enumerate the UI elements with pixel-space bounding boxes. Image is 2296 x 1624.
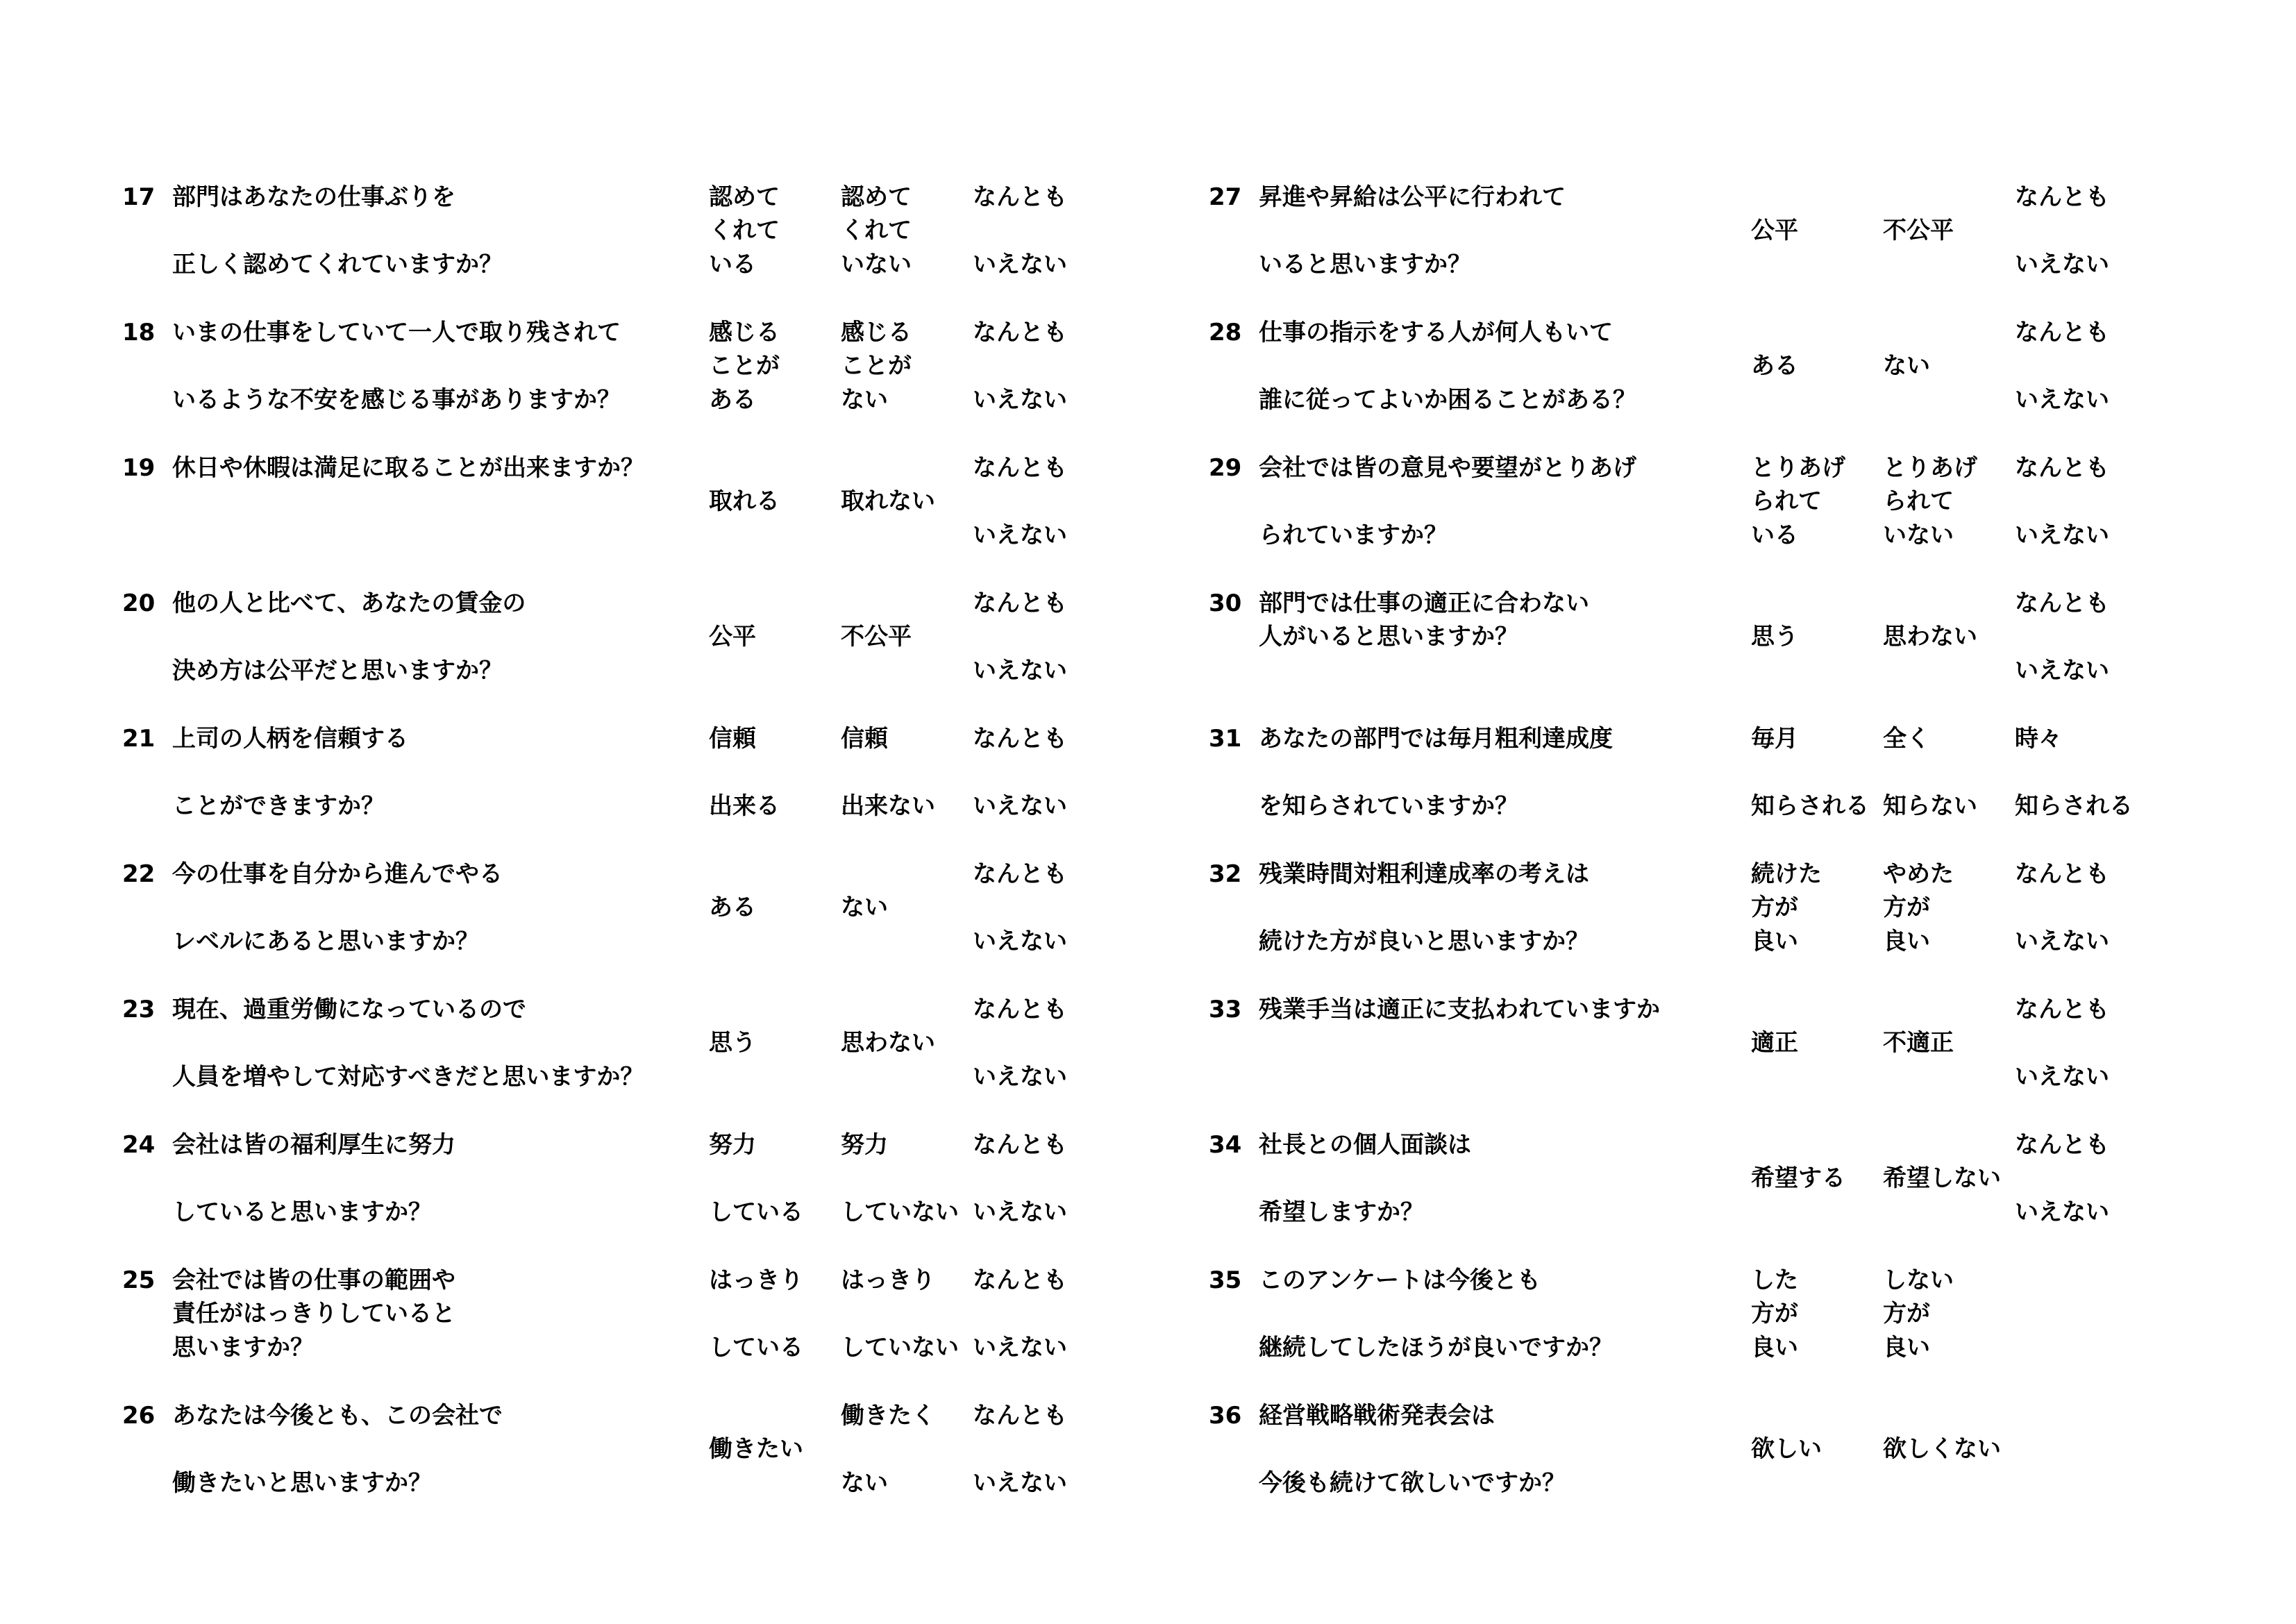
question-text-line: 働きたいと思いますか？ bbox=[172, 1469, 432, 1497]
question-number: 23 bbox=[122, 996, 156, 1023]
question-text-line: レベルにあると思いますか？ bbox=[172, 928, 479, 955]
answer-option-o1-line[interactable]: とりあげ bbox=[1751, 454, 1845, 482]
question-text-line: 誰に従ってよいか困ることがある？ bbox=[1259, 386, 1636, 414]
question-text-line: 他の人と比べて、あなたの賃金の bbox=[172, 589, 526, 617]
question-item bbox=[1209, 586, 2250, 721]
answer-option-o3-line[interactable]: いえない bbox=[2015, 386, 2109, 414]
question-text-line: 希望しますか？ bbox=[1259, 1198, 1424, 1226]
answer-option-o2-line[interactable]: られて bbox=[1883, 487, 1954, 515]
left-question-column bbox=[122, 180, 1164, 1534]
answer-option-o3-line[interactable]: なんとも bbox=[973, 996, 1067, 1023]
answer-option-o2-line[interactable]: くれて bbox=[841, 217, 912, 244]
question-item bbox=[1209, 857, 2250, 992]
answer-option-o3-line[interactable]: なんとも bbox=[2015, 860, 2109, 888]
question-number: 24 bbox=[122, 1131, 156, 1159]
answer-option-o3-line[interactable]: なんとも bbox=[973, 860, 1067, 888]
answer-option-o3-line[interactable]: なんとも bbox=[2015, 183, 2109, 211]
question-number: 34 bbox=[1209, 1131, 1242, 1159]
answer-option-o3-line[interactable]: なんとも bbox=[973, 183, 1067, 211]
answer-option-o2-line[interactable]: 方が bbox=[1883, 1300, 1930, 1328]
answer-option-o3-line[interactable]: なんとも bbox=[973, 319, 1067, 346]
question-number: 25 bbox=[122, 1266, 156, 1294]
answer-option-o3-line[interactable]: なんとも bbox=[973, 589, 1067, 617]
question-item bbox=[1209, 1398, 2250, 1534]
question-item bbox=[122, 1128, 1164, 1263]
question-text-line: 残業時間対粗利達成率の考えは bbox=[1259, 860, 1589, 888]
answer-option-o3-line[interactable]: なんとも bbox=[973, 1131, 1067, 1159]
question-text-line: 今後も続けて欲しいですか？ bbox=[1259, 1469, 1566, 1497]
question-item bbox=[1209, 721, 2250, 857]
question-text-line: いると思いますか？ bbox=[1259, 251, 1471, 278]
answer-option-o1-line[interactable]: 公平 bbox=[709, 623, 756, 651]
question-number: 22 bbox=[122, 860, 156, 888]
question-number: 21 bbox=[122, 725, 156, 753]
answer-option-o2-line[interactable]: やめた bbox=[1883, 860, 1954, 888]
question-number: 27 bbox=[1209, 183, 1242, 211]
answer-option-o2-line[interactable]: 取れない bbox=[841, 487, 935, 515]
answer-option-o1-line[interactable]: いる bbox=[709, 251, 756, 278]
answer-option-o1-line[interactable]: 信頼 bbox=[709, 725, 756, 753]
answer-option-o2-line[interactable]: ない bbox=[841, 1469, 888, 1497]
question-text-line: られていますか？ bbox=[1259, 521, 1448, 549]
question-number: 20 bbox=[122, 589, 156, 617]
answer-option-o1-line[interactable]: 感じる bbox=[709, 319, 780, 346]
question-item bbox=[122, 1263, 1164, 1398]
question-text-line: 正しく認めてくれていますか？ bbox=[172, 251, 503, 278]
answer-option-o1-line[interactable]: 認めて bbox=[709, 183, 780, 211]
answer-option-o2-line[interactable]: ことが bbox=[841, 352, 912, 380]
answer-option-o3-line[interactable]: いえない bbox=[973, 792, 1067, 820]
question-text-line: 責任がはっきりしていると bbox=[172, 1300, 455, 1328]
answer-option-o1-line[interactable]: はっきり bbox=[709, 1266, 803, 1294]
question-number: 17 bbox=[122, 183, 156, 211]
answer-option-o3-line[interactable]: いえない bbox=[973, 1469, 1067, 1497]
answer-option-o1-line[interactable]: 方が bbox=[1751, 894, 1798, 921]
answer-option-o1-line[interactable]: 思う bbox=[709, 1029, 756, 1057]
question-number: 31 bbox=[1209, 725, 1242, 753]
answer-option-o3-line[interactable]: いえない bbox=[2015, 657, 2109, 685]
question-number: 18 bbox=[122, 319, 156, 346]
question-text-line: 社長との個人面談は bbox=[1259, 1131, 1471, 1159]
answer-option-o1-line[interactable]: ある bbox=[1751, 352, 1798, 380]
answer-option-o3-line[interactable]: なんとも bbox=[2015, 319, 2109, 346]
answer-option-o3-line[interactable]: いえない bbox=[2015, 521, 2109, 549]
answer-option-o1-line[interactable]: 方が bbox=[1751, 1300, 1798, 1328]
question-item bbox=[1209, 1263, 2250, 1398]
answer-option-o3-line[interactable]: いえない bbox=[973, 1198, 1067, 1226]
answer-option-o2-line[interactable]: 希望しない bbox=[1883, 1164, 2001, 1192]
answer-option-o3-line[interactable]: なんとも bbox=[973, 1402, 1067, 1430]
question-item bbox=[122, 315, 1164, 451]
answer-option-o2-line[interactable]: 不公平 bbox=[1883, 217, 1954, 244]
answer-option-o2-line[interactable]: 良い bbox=[1883, 1334, 1930, 1362]
answer-option-o3-line[interactable]: なんとも bbox=[2015, 996, 2109, 1023]
answer-option-o1-line[interactable]: 努力 bbox=[709, 1131, 756, 1159]
question-item bbox=[122, 857, 1164, 992]
answer-option-o1-line[interactable]: 知らされる bbox=[1751, 792, 1869, 820]
answer-option-o3-line[interactable]: いえない bbox=[973, 1334, 1067, 1362]
question-item bbox=[1209, 315, 2250, 451]
question-text-line: いまの仕事をしていて一人で取り残されて bbox=[172, 319, 621, 346]
question-number: 36 bbox=[1209, 1402, 1242, 1430]
answer-option-o1-line[interactable]: 思う bbox=[1751, 623, 1798, 651]
answer-option-o3-line[interactable]: なんとも bbox=[973, 725, 1067, 753]
answer-option-o3-line[interactable]: なんとも bbox=[973, 454, 1067, 482]
question-text-line: 仕事の指示をする人が何人もいて bbox=[1259, 319, 1613, 346]
answer-option-o2-line[interactable]: 信頼 bbox=[841, 725, 888, 753]
question-item bbox=[1209, 1128, 2250, 1263]
question-number: 33 bbox=[1209, 996, 1242, 1023]
answer-option-o2-line[interactable]: 良い bbox=[1883, 928, 1930, 955]
question-text-line: 今の仕事を自分から進んでやる bbox=[172, 860, 503, 888]
question-text-line: 人員を増やして対応すべきだと思いますか？ bbox=[172, 1063, 644, 1091]
answer-option-o1-line[interactable]: 毎月 bbox=[1751, 725, 1798, 753]
question-text-line: 残業手当は適正に支払われていますか bbox=[1259, 996, 1660, 1023]
answer-option-o2-line[interactable]: 認めて bbox=[841, 183, 912, 211]
question-item bbox=[122, 586, 1164, 721]
answer-option-o2-line[interactable]: 不適正 bbox=[1883, 1029, 1954, 1057]
answer-option-o3-line[interactable]: いえない bbox=[973, 928, 1067, 955]
answer-option-o3-line[interactable]: いえない bbox=[973, 657, 1067, 685]
question-text-line: いるような不安を感じる事がありますか？ bbox=[172, 386, 621, 414]
answer-option-o2-line[interactable]: ない bbox=[1883, 352, 1930, 380]
question-text-line: 上司の人柄を信頼する bbox=[172, 725, 408, 753]
answer-option-o1-line[interactable]: 適正 bbox=[1751, 1029, 1798, 1057]
question-number: 19 bbox=[122, 454, 156, 482]
answer-option-o1-line[interactable]: している bbox=[709, 1334, 803, 1362]
question-text-line: ことができますか？ bbox=[172, 792, 385, 820]
question-text-line: 会社では皆の仕事の範囲や bbox=[172, 1266, 455, 1294]
answer-option-o3-line[interactable]: いえない bbox=[973, 386, 1067, 414]
question-text-line: 休日や休暇は満足に取ることが出来ますか？ bbox=[172, 454, 644, 482]
question-text-line: 会社では皆の意見や要望がとりあげ bbox=[1259, 454, 1636, 482]
answer-option-o3-line[interactable]: いえない bbox=[2015, 1198, 2109, 1226]
question-number: 28 bbox=[1209, 319, 1242, 346]
answer-option-o3-line[interactable]: いえない bbox=[973, 521, 1067, 549]
question-text-line: 続けた方が良いと思いますか？ bbox=[1259, 928, 1589, 955]
answer-option-o2-line[interactable]: ない bbox=[841, 386, 888, 414]
answer-option-o2-line[interactable]: 思わない bbox=[1883, 623, 1977, 651]
answer-option-o1-line[interactable]: ある bbox=[709, 386, 756, 414]
answer-option-o3-line[interactable]: いえない bbox=[2015, 251, 2109, 278]
question-text-line: 現在、過重労働になっているので bbox=[172, 996, 526, 1023]
question-text-line: 会社は皆の福利厚生に努力 bbox=[172, 1131, 455, 1159]
answer-option-o1-line[interactable]: 良い bbox=[1751, 1334, 1798, 1362]
answer-option-o1-line[interactable]: 出来る bbox=[709, 792, 780, 820]
answer-option-o2-line[interactable]: はっきり bbox=[841, 1266, 935, 1294]
answer-option-o3-line[interactable]: 時々 bbox=[2015, 725, 2062, 753]
answer-option-o3-line[interactable]: なんとも bbox=[973, 1266, 1067, 1294]
question-item bbox=[122, 721, 1164, 857]
answer-option-o3-line[interactable]: いえない bbox=[973, 1063, 1067, 1091]
answer-option-o2-line[interactable]: 努力 bbox=[841, 1131, 888, 1159]
answer-option-o1-line[interactable]: いる bbox=[1751, 521, 1798, 549]
answer-option-o2-line[interactable]: 出来ない bbox=[841, 792, 935, 820]
question-text-line: 昇進や昇給は公平に行われて bbox=[1259, 183, 1566, 211]
answer-option-o1-line[interactable]: 続けた bbox=[1751, 860, 1822, 888]
question-text-line: このアンケートは今後とも bbox=[1259, 1266, 1541, 1294]
answer-option-o1-line[interactable]: 公平 bbox=[1751, 217, 1798, 244]
question-item bbox=[1209, 451, 2250, 586]
answer-option-o2-line[interactable]: いない bbox=[841, 251, 912, 278]
question-text-line: 継続してしたほうが良いですか？ bbox=[1259, 1334, 1613, 1362]
answer-option-o3-line[interactable]: いえない bbox=[2015, 928, 2109, 955]
question-text-line: 人がいると思いますか？ bbox=[1259, 623, 1518, 651]
answer-option-o2-line[interactable]: 欲しくない bbox=[1883, 1435, 2001, 1463]
question-number: 30 bbox=[1209, 589, 1242, 617]
question-item bbox=[1209, 180, 2250, 315]
answer-option-o1-line[interactable]: 良い bbox=[1751, 928, 1798, 955]
answer-option-o2-line[interactable]: ない bbox=[841, 894, 888, 921]
answer-option-o1-line[interactable]: られて bbox=[1751, 487, 1822, 515]
answer-option-o2-line[interactable]: 全く bbox=[1883, 725, 1930, 753]
answer-option-o2-line[interactable]: 方が bbox=[1883, 894, 1930, 921]
answer-option-o3-line[interactable]: なんとも bbox=[2015, 1131, 2109, 1159]
question-item bbox=[122, 180, 1164, 315]
question-number: 29 bbox=[1209, 454, 1242, 482]
answer-option-o1-line[interactable]: 欲しい bbox=[1751, 1435, 1822, 1463]
answer-option-o2-line[interactable]: 不公平 bbox=[841, 623, 912, 651]
question-text-line: 経営戦略戦術発表会は bbox=[1259, 1402, 1495, 1430]
question-number: 26 bbox=[122, 1402, 156, 1430]
answer-option-o1-line[interactable]: くれて bbox=[709, 217, 780, 244]
answer-option-o1-line[interactable]: 取れる bbox=[709, 487, 780, 515]
answer-option-o3-line[interactable]: なんとも bbox=[2015, 454, 2109, 482]
answer-option-o2-line[interactable]: とりあげ bbox=[1883, 454, 1977, 482]
answer-option-o2-line[interactable]: 思わない bbox=[841, 1029, 935, 1057]
answer-option-o2-line[interactable]: していない bbox=[841, 1334, 959, 1362]
question-text-line: 部門はあなたの仕事ぶりを bbox=[172, 183, 455, 211]
question-text-line: を知らされていますか？ bbox=[1259, 792, 1518, 820]
answer-option-o3-line[interactable]: なんとも bbox=[2015, 589, 2109, 617]
question-text-line: あなたの部門では毎月粗利達成度 bbox=[1259, 725, 1613, 753]
answer-option-o3-line[interactable]: いえない bbox=[2015, 1063, 2109, 1091]
answer-option-o1-line[interactable]: している bbox=[709, 1198, 803, 1226]
answer-option-o2-line[interactable]: しない bbox=[1883, 1266, 1954, 1294]
answer-option-o2-line[interactable]: 感じる bbox=[841, 319, 912, 346]
answer-option-o2-line[interactable]: いない bbox=[1883, 521, 1954, 549]
answer-option-o2-line[interactable]: 知らない bbox=[1883, 792, 1977, 820]
question-text-line: 決め方は公平だと思いますか？ bbox=[172, 657, 503, 685]
question-item bbox=[1209, 992, 2250, 1128]
question-number: 35 bbox=[1209, 1266, 1242, 1294]
answer-option-o3-line[interactable]: いえない bbox=[973, 251, 1067, 278]
answer-option-o1-line[interactable]: した bbox=[1751, 1266, 1798, 1294]
question-item bbox=[122, 1398, 1164, 1534]
answer-option-o1-line[interactable]: ことが bbox=[709, 352, 780, 380]
question-text-line: あなたは今後とも、この会社で bbox=[172, 1402, 503, 1430]
answer-option-o1-line[interactable]: 働きたい bbox=[709, 1435, 803, 1463]
question-number: 32 bbox=[1209, 860, 1242, 888]
question-text-line: していると思いますか？ bbox=[172, 1198, 432, 1226]
question-item bbox=[122, 451, 1164, 586]
question-text-line: 部門では仕事の適正に合わない bbox=[1259, 589, 1589, 617]
question-item bbox=[122, 992, 1164, 1128]
answer-option-o2-line[interactable]: していない bbox=[841, 1198, 959, 1226]
question-text-line: 思いますか？ bbox=[172, 1334, 314, 1362]
answer-option-o2-line[interactable]: 働きたく bbox=[841, 1402, 935, 1430]
right-question-column bbox=[1209, 180, 2250, 1534]
answer-option-o1-line[interactable]: ある bbox=[709, 894, 756, 921]
answer-option-o3-line[interactable]: 知らされる bbox=[2015, 792, 2133, 820]
answer-option-o1-line[interactable]: 希望する bbox=[1751, 1164, 1845, 1192]
